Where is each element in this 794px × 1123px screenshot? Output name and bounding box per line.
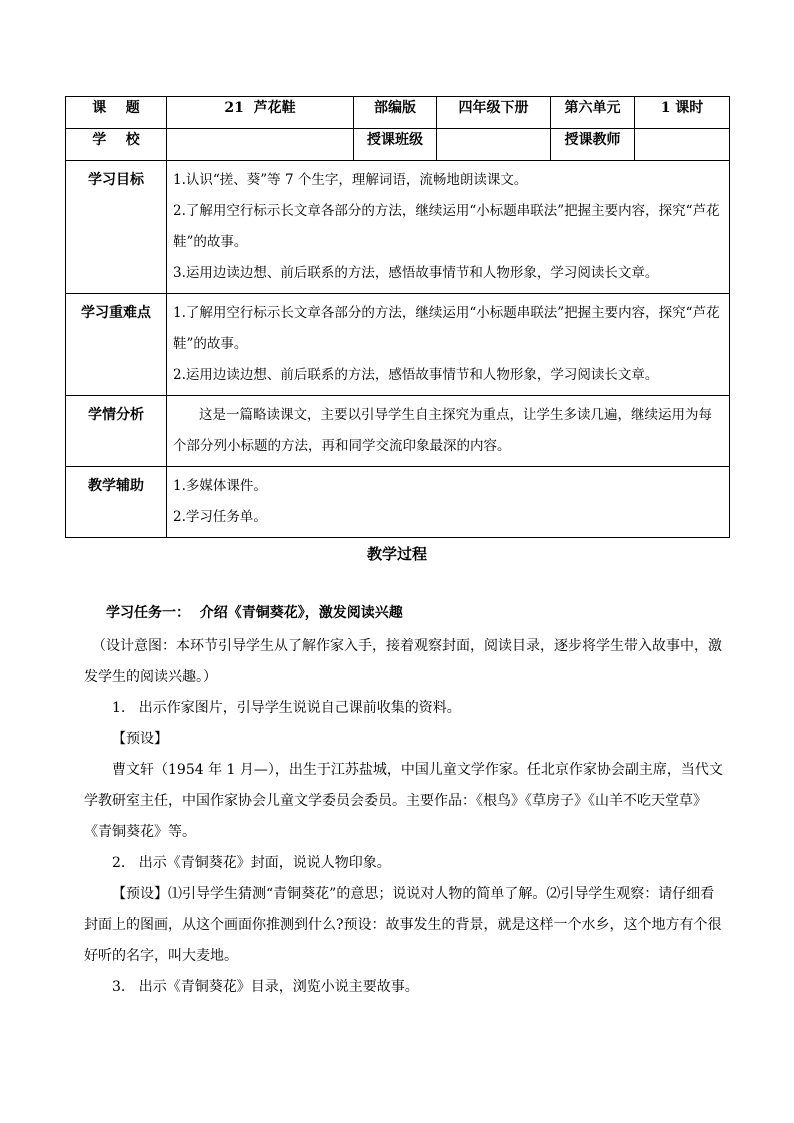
table-row-title [66, 97, 730, 129]
label-goals: 学习目标 [66, 161, 167, 294]
key-point-item: 1.了解用空行标示长文章各部分的方法，继续运用“小标题串联法”把握主要内容，探究“芦花鞋”的故事。 [173, 305, 720, 352]
preset-label: 【预设】 [112, 731, 168, 747]
label-teacher: 授课教师 [551, 129, 635, 161]
key-points-content [167, 294, 730, 396]
preset-2: 【预设】⑴引导学生猜测“青铜葵花”的意思；说说对人物的简单了解。⑵引导学生观察：请仔细看封面上的图画，从这个画面你推测到什么?预设：故事发生的背景，就是这样一个水乡，这个地方有个很好听的名字，叫大麦地。 [84, 886, 722, 964]
label-topic: 课 题 [66, 97, 167, 129]
aids-content [167, 467, 730, 538]
grade: 四年级下册 [437, 97, 551, 129]
label-class: 授课班级 [354, 129, 437, 161]
step-1: 1. 出示作家图片，引导学生说说自己课前收集的资料。 [112, 700, 461, 716]
process-title: 教学过程 [366, 545, 427, 563]
goal-item: 3.运用边读边想、前后联系的方法，感悟故事情节和人物形象，学习阅读长文章。 [173, 265, 659, 281]
label-analysis: 学情分析 [66, 396, 167, 467]
periods: 1 课时 [635, 97, 730, 129]
class-value [437, 129, 551, 161]
task-heading: 学习任务一： 介绍《青铜葵花》，激发阅读兴趣 [106, 605, 403, 621]
table-row-school [66, 129, 730, 161]
unit: 第六单元 [551, 97, 635, 129]
label-key-points: 学习重难点 [66, 294, 167, 396]
step-3: 3. 出示《青铜葵花》目录，浏览小说主要故事。 [112, 979, 419, 995]
analysis-text: 这是一篇略读课文，主要以引导学生自主探究为重点，让学生多读几遍，继续运用为每个部分列小标题的方法，再和同学交流印象最深的内容。 [173, 407, 712, 454]
analysis-content [167, 396, 730, 467]
label-school: 学 校 [66, 129, 167, 161]
aid-item: 2.学习任务单。 [173, 509, 267, 525]
school-value [167, 129, 354, 161]
step-2: 2. 出示《青铜葵花》封面，说说人物印象。 [112, 855, 391, 871]
label-aids: 教学辅助 [66, 467, 167, 538]
table-row-aids [66, 467, 730, 538]
goal-item: 1.认识“搓、葵”等 7 个生字，理解词语，流畅地朗读课文。 [173, 172, 528, 188]
lesson-title: 21 芦花鞋 [167, 97, 354, 129]
goals-content [167, 161, 730, 294]
edition: 部编版 [354, 97, 437, 129]
table-row-goals [66, 161, 730, 294]
preset-1: 曹文轩（1954 年 1 月—），出生于江苏盐城，中国儿童文学作家。任北京作家协会副主席，当代文学教研室主任，中国作家协会儿童文学委员会委员。主要作品：《根鸟》《草房子》《山羊不吃天堂草》《青铜葵花》等。 [84, 762, 723, 840]
process-body [84, 598, 724, 1003]
design-intent: （设计意图：本环节引导学生从了解作家入手，接着观察封面，阅读目录，逐步将学生带入故事中，激发学生的阅读兴趣。） [84, 638, 722, 685]
table-row-key-points [66, 294, 730, 396]
goal-item: 2.了解用空行标示长文章各部分的方法，继续运用“小标题串联法”把握主要内容，探究“芦花鞋”的故事。 [173, 203, 720, 250]
table-row-analysis [66, 396, 730, 467]
teacher-value [635, 129, 730, 161]
lesson-info-table [65, 96, 730, 538]
key-point-item: 2.运用边读边想、前后联系的方法，感悟故事情节和人物形象，学习阅读长文章。 [173, 367, 659, 383]
aid-item: 1.多媒体课件。 [173, 478, 267, 494]
